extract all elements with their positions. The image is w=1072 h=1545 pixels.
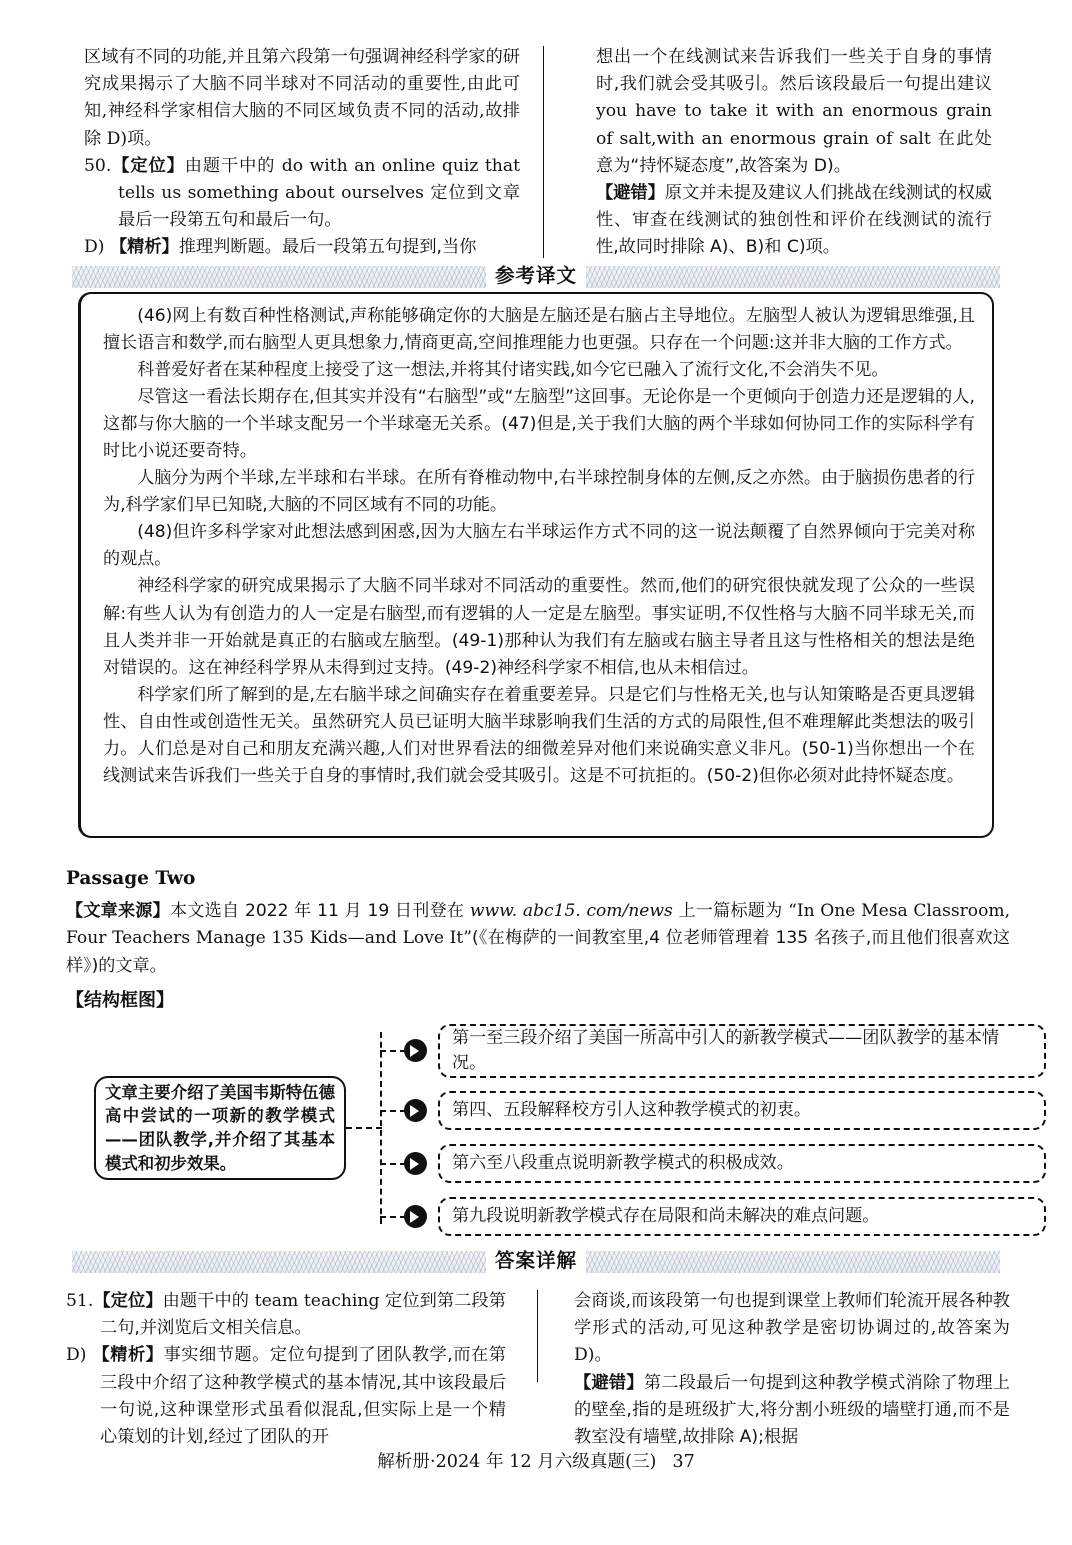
translation-paragraph: (46)网上有数百种性格测试,声称能够确定你的大脑是左脑还是右脑占主导地位。左脑型人被认为逻辑思维强,且擅长语言和数学,而右脑型人更具想象力,情商更高,空间推理能力也更强。只存在一个问题:这并非大脑的工作方式。 xyxy=(103,306,975,354)
answer-51-letter: D) xyxy=(66,1345,87,1366)
translation-body xyxy=(103,303,975,790)
flow-trunk-line xyxy=(380,1032,382,1224)
banner-answer-explanation xyxy=(72,1251,1000,1273)
answer-50-locate xyxy=(84,153,520,235)
analysis-text: 推理判断题。最后一段第五句提到,当你 xyxy=(178,237,477,258)
bottom-left-column xyxy=(66,1288,506,1451)
flow-branch-box xyxy=(438,1024,1046,1078)
source-text-b: 上一篇标题为 “In One Mesa Classroom, Four Teachers Manage 135 Kids—and Love It” xyxy=(66,901,1011,949)
answer-49-continuation: 区域有不同的功能,并且第六段第一句强调神经科学家的研究成果揭示了大脑不同半球对不同活动的重要性,由此可知,神经科学家相信大脑的不同区域负责不同的活动,故排除 D)项。 xyxy=(84,47,520,149)
top-answer-columns xyxy=(84,44,992,258)
banner-reference-translation xyxy=(72,266,1000,288)
bottom-answer-columns xyxy=(66,1288,1010,1448)
source-text-cn: (《在梅萨的一间教室里,4 位老师管理着 135 名孩子,而且他们很喜欢这样》)的文章。 xyxy=(66,928,1010,976)
answer-50-letter: D) xyxy=(84,237,105,258)
answer-50-analysis xyxy=(84,234,520,261)
arrow-right-icon xyxy=(404,1205,427,1228)
source-text-a: 本文选自 2022 年 11 月 19 日刊登在 xyxy=(169,901,470,921)
answer-50-number: 50. xyxy=(84,155,112,176)
translation-box xyxy=(78,292,994,838)
translation-paragraph: 科普爱好者在某种程度上接受了这一想法,并将其付诸实践,如今它已融入了流行文化,不会消失不见。 xyxy=(137,360,889,381)
flow-branch-text: 第四、五段解释校方引人这种教学模式的初衷。 xyxy=(452,1099,811,1120)
footer-text: 解析册·2024 年 12 月六级真题(三) xyxy=(377,1452,657,1472)
locate-tag: 【定位】 xyxy=(93,1291,163,1311)
answer-51-avoid xyxy=(574,1370,1010,1452)
source-tag: 【文章来源】 xyxy=(66,901,170,921)
flow-branch-box xyxy=(438,1091,1046,1130)
flow-connector-stub xyxy=(346,1127,382,1129)
answer-51-number: 51. xyxy=(66,1291,94,1311)
flow-branch-text: 第九段说明新教学模式存在局限和尚未解决的难点问题。 xyxy=(452,1205,880,1226)
translation-paragraph: 人脑分为两个半球,左半球和右半球。在所有脊椎动物中,右半球控制身体的左侧,反之亦然。由于脑损伤患者的行为,科学家们早已知晓,大脑的不同区域有不同的功能。 xyxy=(103,468,975,516)
arrow-right-icon xyxy=(404,1039,427,1062)
answer-50-avoid xyxy=(596,180,992,262)
analysis-cont-a: 想出一个在线测试来告诉我们一些关于自身的事情时,我们就会受其吸引。然后该段最后一句提出建议 xyxy=(596,47,992,95)
flow-branch-box xyxy=(438,1197,1046,1236)
flow-branch-box xyxy=(438,1144,1046,1183)
arrow-right-icon xyxy=(404,1099,427,1122)
column-divider-top xyxy=(543,46,544,258)
banner-translation-title: 参考译文 xyxy=(486,261,586,291)
passage-two-title: Passage Two xyxy=(66,868,196,889)
article-source xyxy=(66,898,1010,980)
analysis-en-1: you have to take it with an enormous grain of salt xyxy=(596,101,992,149)
analysis-tag: 【精析】 xyxy=(109,237,179,258)
structure-flow-chart xyxy=(66,1014,1010,1244)
flow-branch-line xyxy=(380,1163,406,1165)
top-left-column xyxy=(84,44,520,262)
page-number: 37 xyxy=(672,1452,695,1472)
bottom-right-column xyxy=(574,1288,1010,1451)
flow-branch-line xyxy=(380,1050,406,1052)
avoid-text: 第二段最后一句提到这种教学模式消除了物理上的壁垒,指的是班级扩大,将分割小班级的墙壁打通,而不是教室没有墙壁,故排除 A);根据 xyxy=(574,1372,1010,1448)
answer-50-analysis-cont xyxy=(596,44,992,180)
flow-branch-line xyxy=(380,1110,406,1112)
locate-text-a: 由题干中的 xyxy=(184,155,282,176)
flow-main-summary-text: 文章主要介绍了美国韦斯特伍德高中尝试的一项新的教学模式——团队教学,并介绍了其基本模式和初步效果。 xyxy=(105,1082,335,1173)
avoid-tag: 【避错】 xyxy=(596,183,665,204)
avoid-text: 原文并未提及建议人们挑战在线测试的权威性、审查在线测试的独创性和评价在线测试的流行性,故同时排除 A)、B)和 C)项。 xyxy=(596,183,992,258)
locate-tag: 【定位】 xyxy=(111,155,185,176)
flow-branch-text: 第一至三段介绍了美国一所高中引人的新教学模式——团队教学的基本情况。 xyxy=(452,1027,999,1073)
analysis-tag: 【精析】 xyxy=(92,1345,164,1366)
flow-branch-text: 第六至八段重点说明新教学模式的积极成效。 xyxy=(452,1152,794,1173)
locate-text-a: 由题干中的 xyxy=(162,1291,255,1311)
answer-51-locate xyxy=(66,1288,506,1342)
source-url: www. abc15. com/news xyxy=(469,901,673,921)
analysis-cont-b: ,with an xyxy=(651,128,730,149)
locate-text-b: 定位到文章最后一段第五句和最后一句。 xyxy=(118,183,521,231)
analysis-cont-c: 在此处意为“持怀疑态度”,故答案为 D)。 xyxy=(596,128,992,176)
analysis-text: 事实细节题。定位句提到了团队教学,而在第三段中介绍了这种教学模式的基本情况,其中该段最后一句说,这种课堂形式虽看似混乱,但实际上是一个精心策划的计划,经过了团队的开 xyxy=(100,1345,506,1448)
structure-chart-label: 【结构框图】 xyxy=(66,990,174,1011)
arrow-right-icon xyxy=(404,1152,427,1175)
answer-51-analysis xyxy=(66,1342,506,1451)
page-footer xyxy=(0,1448,1072,1473)
avoid-tag: 【避错】 xyxy=(574,1372,644,1393)
locate-text-en: team teaching xyxy=(254,1291,380,1311)
locate-text-en: do with an online quiz that tells us something about ourselves xyxy=(118,155,520,204)
banner-answers-title: 答案详解 xyxy=(486,1246,586,1276)
answer-51-analysis-cont: 会商谈,而该段第一句也提到课堂上教师们轮流开展各种教学形式的活动,可见这种教学是密切协调过的,故答案为 D)。 xyxy=(574,1291,1010,1366)
translation-paragraph: (48)但许多科学家对此想法感到困惑,因为大脑左右半球运作方式不同的这一说法颠覆了自然界倾向于完美对称的观点。 xyxy=(103,522,975,570)
top-right-column xyxy=(596,44,992,262)
translation-paragraph: 尽管这一看法长期存在,但其实并没有“右脑型”或“左脑型”这回事。无论你是一个更倾向于创造力还是逻辑的人,这都与你大脑的一个半球支配另一个半球毫无关系。(47)但是,关于我们大脑的两个半球如何协同工作的实际科学有时比小说还要奇特。 xyxy=(103,387,975,462)
translation-paragraph: 科学家们所了解到的是,左右脑半球之间确实存在着重要差异。只是它们与性格无关,也与认知策略是否更具逻辑性、自由性或创造性无关。虽然研究人员已证明大脑半球影响我们生活的方式的局限性,但不难理解此类想法的吸引力。人们总是对自己和朋友充满兴趣,人们对世界看法的细微差异对他们来说确实意义非凡。(50-1)当你想出一个在线测试来告诉我们一些关于自身的事情时,我们就会受其吸引。这是不可抗拒的。(50-2)但你必须对此持怀疑态度。 xyxy=(103,684,975,786)
analysis-en-2: enormous grain of salt xyxy=(729,128,931,149)
flow-branch-line xyxy=(380,1216,406,1218)
translation-paragraph: 神经科学家的研究成果揭示了大脑不同半球对不同活动的重要性。然而,他们的研究很快就发现了公众的一些误解:有些人认为有创造力的人一定是右脑型,而有逻辑的人一定是左脑型。事实证明,不仅性格与大脑不同半球无关,而且人类并非一开始就是真正的右脑或左脑型。(49-1)那种认为我们有左脑或右脑主导者且这与性格相关的想法是绝对错误的。这在神经科学界从未得到过支持。(49-2)神经科学家不相信,也从未相信过。 xyxy=(103,576,975,678)
column-divider-bottom xyxy=(537,1290,538,1382)
flow-main-summary-box xyxy=(94,1076,346,1180)
locate-text-b: 定位到第二段第二句,并浏览后文相关信息。 xyxy=(100,1291,506,1339)
